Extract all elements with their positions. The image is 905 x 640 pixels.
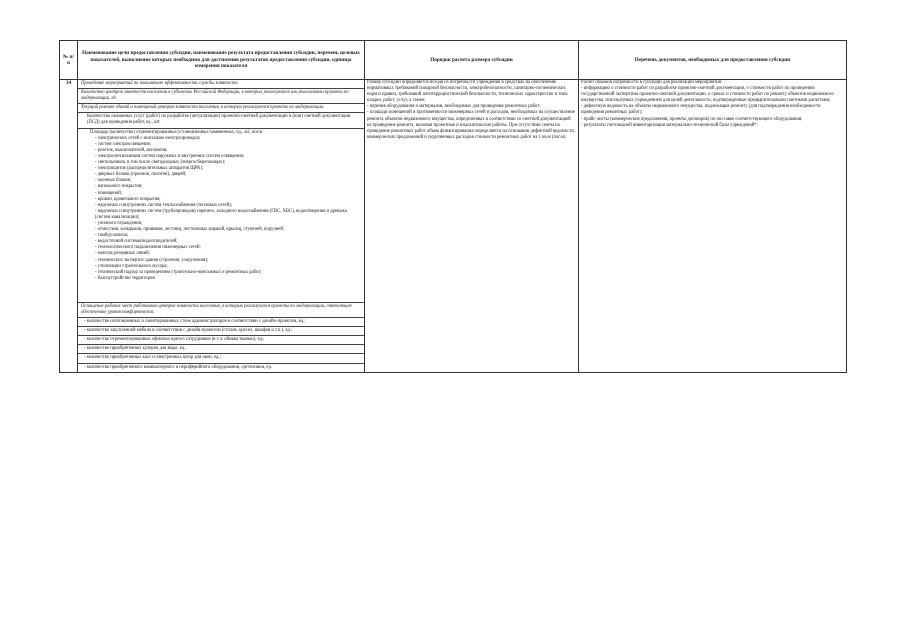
equipment-list-item: - количество изготовленных и смонтированных стоек администраторов в соответствии с дизайн-проектом, ед.; <box>78 318 364 327</box>
equipment-list <box>78 318 364 372</box>
equipment-list-item: - количество приобретенных кулеров для воды, ед.; <box>78 345 364 354</box>
table-row <box>60 80 847 373</box>
goal-title: Проведение мероприятий по повышению эффективности службы занятости <box>78 80 364 89</box>
documents-paragraph: - прайс-листы (коммерческие предложения, проекты договоров) по поставке соответствующего оборудования; <box>581 116 803 122</box>
documents-text <box>581 80 844 129</box>
row-number: 34 <box>60 80 78 373</box>
indicator-psd: Количество оказанных услуг (работ) по разработке (актуализации) проектно-сметной документации и (или) сметной документации (ПСД) для проведения работ, ед., шт. <box>78 113 364 128</box>
calculation-order-text <box>367 80 576 141</box>
subsidy-table <box>59 40 847 373</box>
area-list-item: - наружных и внутренних систем теплоснабжения (тепловых сетей); <box>95 202 233 208</box>
area-list-item: - технический надзор за проведением строительно-монтажных и ремонтных работ; <box>95 269 262 275</box>
area-list-item: - отмостков, козырьков, приямков, лестниц, лестничных маршей, крылец, ступеней, поручней; <box>95 227 285 233</box>
documents-paragraph: - результаты счетоводной инвентаризации материально-технической базы учреждений*. <box>581 122 758 128</box>
area-list-item: - помещений; <box>95 190 123 196</box>
area-block <box>78 129 364 303</box>
header-documents-list: Перечень документов, необходимых для предоставления субсидии <box>579 41 847 80</box>
equipment-list-item: - количество приобретенных касс и электронных штор для окон, ед.; <box>78 354 364 363</box>
area-list-item: - кровли, кровельного покрытия; <box>95 196 161 202</box>
calculation-order-cell <box>365 80 579 373</box>
area-list-item: - электрических сетей с монтажом электропроводки; <box>95 135 201 141</box>
area-list-item: - оконных блоков; <box>95 178 131 184</box>
area-list-item: - систем электроосвещения; <box>95 141 151 147</box>
area-list-item: - электрощитов (распределительных аппаратов ЩРА); <box>95 166 204 172</box>
goal-cell <box>78 80 365 373</box>
area-list-item: - наружных и внутренних систем (трубопроводов) горячего, холодного водоснабжения (ГВС, ХВС), водоотведения и дренажа (систем канализации); <box>95 208 347 220</box>
header-number: № п/п <box>60 41 78 80</box>
documents-paragraph: Расчет объемов потребности в субсидии для реализации мероприятия: <box>581 80 723 85</box>
result-indicator: Количество центров занятости населения в субъектах Российской Федерации, в которых реализуются или реализованы проекты по модернизации, ед. <box>78 89 364 104</box>
header-goal-name: Наименование цели предоставления субсидии, наименование результата предоставления субсидии, перечень целевых показателей, выполнение которых необходимо для достижения результатов предоставления субсидии, единица измерения показателя <box>78 41 365 80</box>
calculation-order-paragraph: - перечня оборудования и материалов, необходимых для проведения ремонтных работ; <box>367 104 541 110</box>
area-list-item: - монтаж резервных линий; <box>95 251 150 257</box>
area-list-item: - тамбур-шлюза; <box>95 233 129 239</box>
header-calculation-order: Порядок расчета размера субсидии <box>365 41 579 80</box>
area-list-item: - благоустройство территории <box>95 275 155 281</box>
area-list <box>81 136 361 282</box>
area-list-item: - напольного покрытия; <box>95 184 143 190</box>
documents-paragraph: - дефектную ведомость на объекты недвижимого имущества, подлежащие ремонту (для подтверждения необходимости проведения ремонтных работ); <box>581 104 821 116</box>
documents-paragraph: - информацию о стоимости работ по разработке проектно-сметной документации, о стоимости работ по проведению государственной экспертизы проектно-сметной документации, о сроках и стоимости работ по ремонту объектов недвижимого имущества, используемых учреждением для целей деятельности, подтвержденные предварительными сметными расчетами; <box>581 86 834 104</box>
target-equipment-heading: Оснащение рабочих мест работников центров занятости населения, в которых реализуются проекты по модернизации, отвечающее обеспечению уровня комфортности: <box>78 303 364 318</box>
area-list-item: - утилизации строительного мусора; <box>95 263 168 269</box>
table-header-row <box>60 41 847 80</box>
target-repair-heading: Текущий ремонт зданий и помещений центров занятости населения, в которых реализуются проекты по модернизации: <box>78 104 364 113</box>
area-list-item: - электросветильников систем наружных и внутренних систем освещения; <box>95 153 245 159</box>
area-list-item: - дверных блоков (проемов, полотен), дверей; <box>95 172 187 178</box>
calculation-order-paragraph: Размер субсидии определяется исходя из потребности учреждения в средствах на обеспечение нормативных требований пожарной безопасности, электробезопасности, санитарно-гигиенических норм и правил, требований антитеррористической безопасности, технических характеристик и типа кладки, работ, услуг, а также: <box>367 80 568 104</box>
equipment-list-item: - количество отремонтированных офисных кресел сотрудников (в т.ч. обивка тканью), ед.; <box>78 336 364 345</box>
area-title: Площадь (количество) отремонтированных/установленных/замененных, ед., м2, пог.м <box>90 129 263 135</box>
area-list-item: - уличного ограждения; <box>95 220 143 226</box>
area-list-item: - водосточной системы/водоотводителей; <box>95 239 178 245</box>
document-sheet <box>59 40 846 373</box>
area-list-item: - светильников, в том числе светодиодных (энергосберегающих); <box>95 160 226 166</box>
calculation-order-paragraph: - площади помещений и протяженности инженерных сетей и расходов, необходимых на осуществление ремонта объектов недвижимого имущества, определенных в соответствии со сметной документацией на проведение ремонта, включая проектные и изыскательские работы. При отсутствии сметы на проведение ремонтных работ объем финансирования определяется на основании дефектной ведомости, коммерческих предложений и укрупненных расходов стоимости ремонтных работ на 1 кв.м (пог.м). <box>367 110 576 140</box>
equipment-list-item: - количество закупленной мебели в соответствии с дизайн-проектом (столов, кресел, шкафов и т.п.), ед.; <box>78 327 364 336</box>
documents-cell <box>579 80 847 373</box>
area-list-item: - технологического подключения инженерных сетей; <box>95 245 201 251</box>
equipment-list-item: - количество приобретенного компьютерного и периферийного оборудования, оргтехники, ед. <box>84 364 272 370</box>
area-list-item: - розеток, выключателей, автоматов; <box>95 147 168 153</box>
area-list-item: - технических экспертиз здания (строения, сооружения); <box>95 257 209 263</box>
